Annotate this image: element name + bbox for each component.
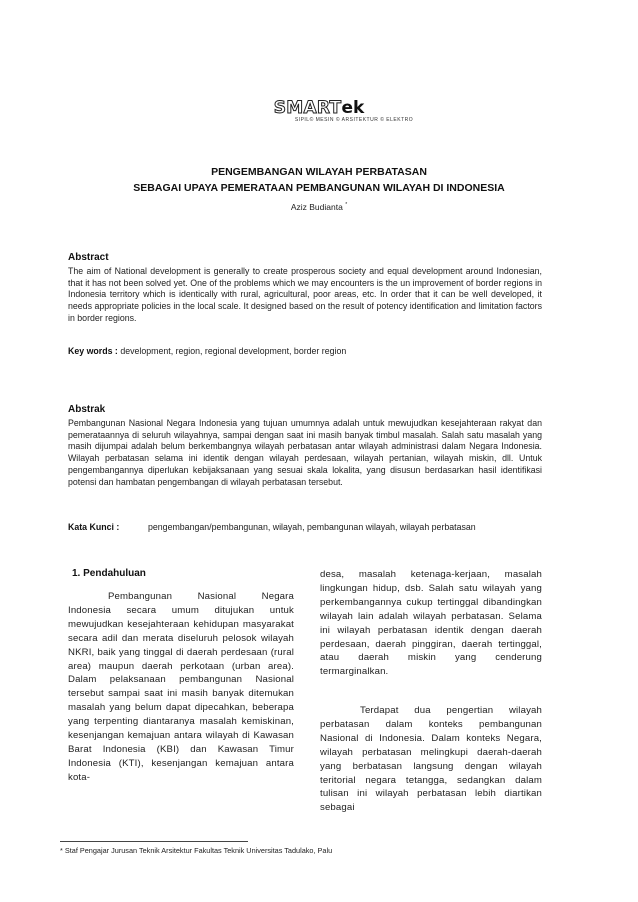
abstract-keywords-value: development, region, regional development, border region — [120, 346, 347, 356]
paper-title-line1: PENGEMBANGAN WILAYAH PERBATASAN — [211, 166, 427, 178]
section-right-paragraph-1: desa, masalah ketenaga-kerjaan, masalah lingkungan hidup, dsb. Salah satu wilayah yang perkembangannya cukup tertinggal dibandingkan wilayah lain adalah wilayah perbatasan. Selama ini wilayah perbatasan identik dengan daerah perdesaan, daerah pinggiran, daerah tertinggal, atau daerah miskin yang cenderung termarginalkan. — [320, 569, 542, 678]
abstrak-keywords-label: Kata Kunci : — [68, 522, 120, 532]
journal-logo — [0, 98, 638, 123]
paper-title — [60, 164, 578, 196]
journal-subtitle: SIPIL© MESIN © ARSITEKTUR © ELEKTRO — [294, 117, 414, 123]
paper-title-line2: SEBAGAI UPAYA PEMERATAAN PEMBANGUNAN WILAYAH DI INDONESIA — [133, 182, 505, 194]
footnote: * Staf Pengajar Jurusan Teknik Arsitektur Fakultas Teknik Universitas Tadulako, Palu — [60, 846, 333, 855]
section-right-paragraph-2: Terdapat dua pengertian wilayah perbatasan dalam konteks pembangunan Nasional di Indonesia. Dalam konteks Negara, wilayah perbatasan melingkupi daerah-daerah yang berbatasan langsung dengan wilayah teritorial negara tetangga, sedangkan dalam tulisan ini wilayah perbatasan lebih diartikan sebagai — [320, 705, 542, 814]
section-left-column: Pembangunan Nasional Negara Indonesia secara umum ditujukan untuk mewujudkan kesejahteraan kehidupan masyarakat secara adil dan merata diseluruh pelosok wilayah NKRI, baik yang tinggal di daerah perdesaan (rural area) maupun daerah perkotaan (urban area). Dalam pelaksanaan pembangunan Nasional tersebut sampai saat ini masih banyak ditemukan masalah yang belum dapat dipecahkan, beberapa yang terpenting diantaranya masalah kemiskinan, kesenjangan kemajuan antara wilayah di Kawasan Barat Indonesia (KBI) dan Kawasan Timur Indonesia (KTI), kesenjangan kemajuan antara kota- — [68, 591, 294, 783]
abstrak-text: Pembangunan Nasional Negara Indonesia yang tujuan umumnya adalah untuk mewujudkan kesejahteraan rakyat dan pemerataannya di seluruh wilayahnya, sampai dengan saat ini masih banyak timbul masalah. Salah satu masalah yang masih dijumpai adalah belum berkembangnya wilayah perbatasan antar wilayah administrasi dalam Negara Indonesia. Wilayah perbatasan selama ini identik dengan wilayah perdesaan, wilayah pertanian, wilayah miskin, dll. Untuk pengembangannya diperlukan kebijaksanaan yang sesuai skala lokalita, yang disusun berdasarkan hasil identifikasi potensi dan hambatan pengembangan di wilayah perbatasan tersebut. — [68, 418, 542, 487]
paper-author — [0, 202, 638, 212]
logo-smart-text: SMART — [273, 98, 342, 118]
abstrak-heading: Abstrak — [68, 404, 106, 415]
logo-ek-text: ek — [341, 98, 365, 118]
abstract-keywords-label: Key words : — [68, 346, 118, 356]
section-heading: 1. Pendahuluan — [72, 568, 146, 579]
abstract-keywords — [68, 346, 542, 358]
abstrak-keywords-value: pengembangan/pembangunan, wilayah, pembangunan wilayah, wilayah perbatasan — [148, 522, 476, 532]
abstract-text: The aim of National development is generally to create prosperous society and equal development around Indonesian, that it has not been solved yet. One of the problems which we may encounters is the un improvement of border regions in Indonesia territory which is identically with rural, agricultural, poor areas, etc. In order that it can be well developed, it needs appropriate policies in the local scale. It designed based on the result of potency identification and limitation factors in border regions. — [68, 266, 542, 323]
abstrak-keywords — [68, 522, 542, 534]
abstract-heading: Abstract — [68, 252, 109, 263]
footnote-divider — [60, 841, 248, 842]
author-footnote-mark: * — [345, 202, 348, 209]
author-name: Aziz Budianta — [290, 202, 343, 212]
